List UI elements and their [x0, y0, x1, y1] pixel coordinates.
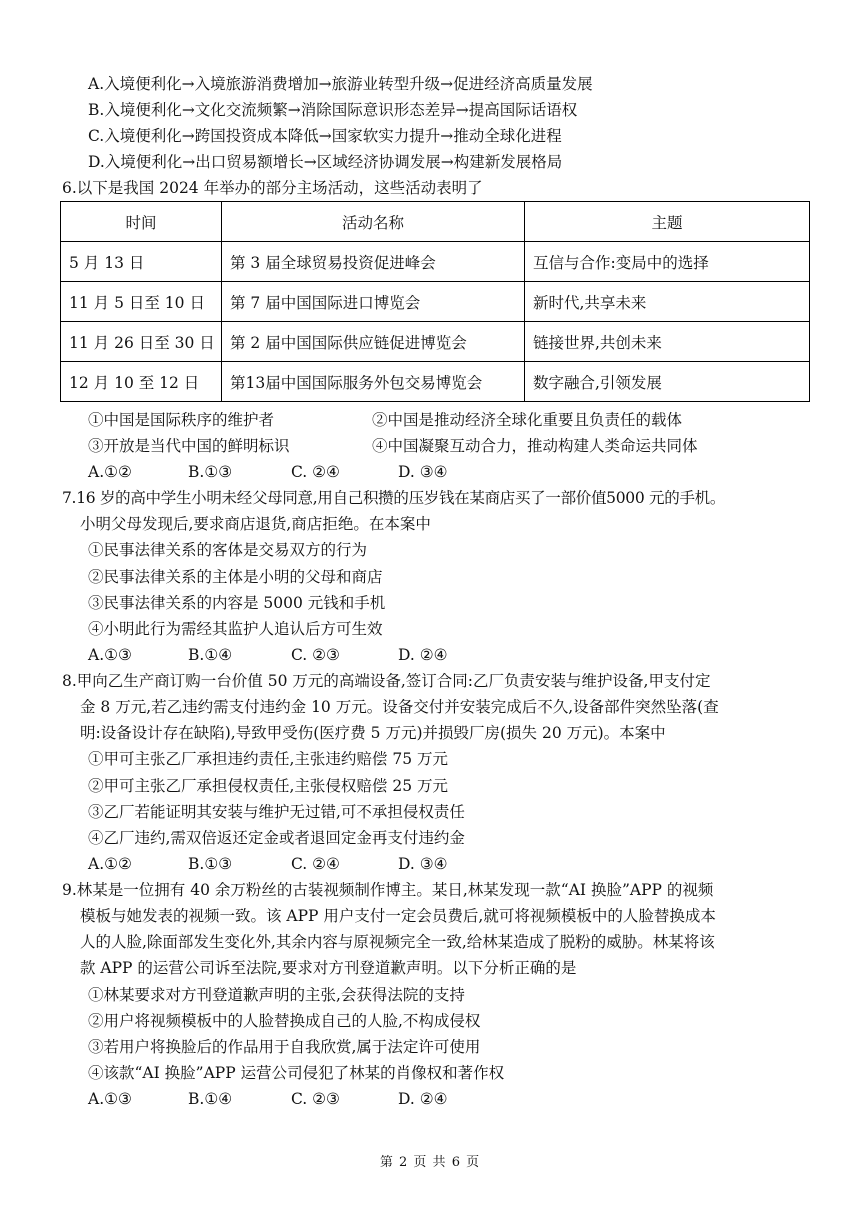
- q9-choice-d: D. ②④: [398, 1090, 448, 1108]
- cell-theme: 新时代,共享未来: [525, 282, 810, 322]
- q5-option-d: D.入境便利化→出口贸易额增长→区域经济协调发展→构建新发展格局: [88, 153, 563, 171]
- q7-statement-3: ③民事法律关系的内容是 5000 元钱和手机: [88, 594, 386, 612]
- cell-theme: 数字融合,引领发展: [525, 362, 810, 402]
- q6-statement-2: ②中国是推动经济全球化重要且负责任的载体: [372, 411, 683, 429]
- q7-choice-c: C. ②③: [291, 646, 340, 664]
- q9-stem-line-3: 人的人脸,除面部发生变化外,其余内容与原视频完全一致,给林某造成了脱粉的威胁。林某将该: [80, 933, 715, 951]
- cell-activity: 第13届中国国际服务外包交易博览会: [222, 362, 525, 402]
- q8-stem-line-2: 金 8 万元,若乙违约需支付违约金 10 万元。设备交付并安装完成后不久,设备部件突然坠落(查: [80, 698, 719, 716]
- q5-option-a: A.入境便利化→入境旅游消费增加→旅游业转型升级→促进经济高质量发展: [88, 75, 593, 93]
- cell-theme: 链接世界,共创未来: [525, 322, 810, 362]
- q9-stem-line-2: 模板与她发表的视频一致。该 APP 用户支付一定会员费后,就可将视频模板中的人脸替换成本: [80, 907, 716, 925]
- cell-theme: 互信与合作:变局中的选择: [525, 242, 810, 282]
- q7-statement-4: ④小明此行为需经其监护人追认后方可生效: [88, 620, 383, 638]
- q6-choice-c: C. ②④: [291, 463, 340, 481]
- q7-stem-line-1: 7.16 岁的高中学生小明未经父母同意,用自己积攒的压岁钱在某商店买了一部价值5000 元的手机。: [62, 489, 726, 507]
- q5-option-c: C.入境便利化→跨国投资成本降低→国家软实力提升→推动全球化进程: [88, 127, 562, 145]
- q6-choice-d: D. ③④: [398, 463, 448, 481]
- page-footer: 第 2 页 共 6 页: [379, 1155, 481, 1170]
- q8-statement-1: ①甲可主张乙厂承担违约责任,主张违约赔偿 75 万元: [88, 750, 449, 768]
- q7-choice-b: B.①④: [188, 646, 233, 664]
- q7-choice-a: A.①③: [88, 646, 132, 664]
- q6-statement-3: ③开放是当代中国的鲜明标识: [88, 437, 290, 455]
- table-row: [61, 242, 810, 282]
- q9-statement-2: ②用户将视频模板中的人脸替换成自己的人脸,不构成侵权: [88, 1012, 481, 1030]
- q8-statement-3: ③乙厂若能证明其安装与维护无过错,可不承担侵权责任: [88, 803, 465, 821]
- q8-choice-c: C. ②④: [291, 855, 340, 873]
- header-activity: 活动名称: [222, 202, 525, 242]
- q7-statement-2: ②民事法律关系的主体是小明的父母和商店: [88, 568, 383, 586]
- q8-stem-line-1: 8.甲向乙生产商订购一台价值 50 万元的高端设备,签订合同:乙厂负责安装与维护设备,甲支付定: [62, 672, 711, 690]
- cell-activity: 第 3 届全球贸易投资促进峰会: [222, 242, 525, 282]
- cell-time: 11 月 26 日至 30 日: [61, 322, 222, 362]
- q9-stem-line-1: 9.林某是一位拥有 40 余万粉丝的古装视频制作博主。某日,林某发现一款“AI 换脸”APP 的视频: [62, 881, 714, 899]
- q9-choice-c: C. ②③: [291, 1090, 340, 1108]
- activities-table: [60, 201, 810, 402]
- cell-activity: 第 2 届中国国际供应链促进博览会: [222, 322, 525, 362]
- cell-activity: 第 7 届中国国际进口博览会: [222, 282, 525, 322]
- q7-statement-1: ①民事法律关系的客体是交易双方的行为: [88, 541, 368, 559]
- q9-choice-a: A.①③: [88, 1090, 132, 1108]
- cell-time: 12 月 10 至 12 日: [61, 362, 222, 402]
- table-row: [61, 282, 810, 322]
- q9-stem-line-4: 款 APP 的运营公司诉至法院,要求对方刊登道歉声明。以下分析正确的是: [80, 959, 577, 977]
- q9-choice-b: B.①④: [188, 1090, 233, 1108]
- q8-statement-2: ②甲可主张乙厂承担侵权责任,主张侵权赔偿 25 万元: [88, 777, 449, 795]
- q8-stem-line-3: 明:设备设计存在缺陷),导致甲受伤(医疗费 5 万元)并损毁厂房(损失 20 万元)。本案中: [80, 724, 666, 742]
- q6-stem: 6.以下是我国 2024 年举办的部分主场活动，这些活动表明了: [62, 179, 483, 197]
- q8-choice-b: B.①③: [188, 855, 233, 873]
- q6-choice-a: A.①②: [88, 463, 132, 481]
- q7-choice-d: D. ②④: [398, 646, 448, 664]
- q6-statement-1: ①中国是国际秩序的维护者: [88, 411, 275, 429]
- q7-stem-line-2: 小明父母发现后,要求商店退货,商店拒绝。在本案中: [80, 515, 431, 533]
- q9-statement-3: ③若用户将换脸后的作品用于自我欣赏,属于法定许可使用: [88, 1038, 481, 1056]
- cell-time: 11 月 5 日至 10 日: [61, 282, 222, 322]
- table-header-row: [61, 202, 810, 242]
- cell-time: 5 月 13 日: [61, 242, 222, 282]
- q8-choice-d: D. ③④: [398, 855, 448, 873]
- q6-choice-b: B.①③: [188, 463, 233, 481]
- q9-statement-1: ①林某要求对方刊登道歉声明的主张,会获得法院的支持: [88, 986, 465, 1004]
- header-time: 时间: [61, 202, 222, 242]
- table-row: [61, 322, 810, 362]
- q8-statement-4: ④乙厂违约,需双倍返还定金或者退回定金再支付违约金: [88, 829, 465, 847]
- header-theme: 主题: [525, 202, 810, 242]
- q8-choice-a: A.①②: [88, 855, 132, 873]
- q6-statement-4: ④中国凝聚互动合力，推动构建人类命运共同体: [372, 437, 698, 455]
- q5-option-b: B.入境便利化→文化交流频繁→消除国际意识形态差异→提高国际话语权: [88, 101, 578, 119]
- q9-statement-4: ④该款“AI 换脸”APP 运营公司侵犯了林某的肖像权和著作权: [88, 1064, 505, 1082]
- table-row: [61, 362, 810, 402]
